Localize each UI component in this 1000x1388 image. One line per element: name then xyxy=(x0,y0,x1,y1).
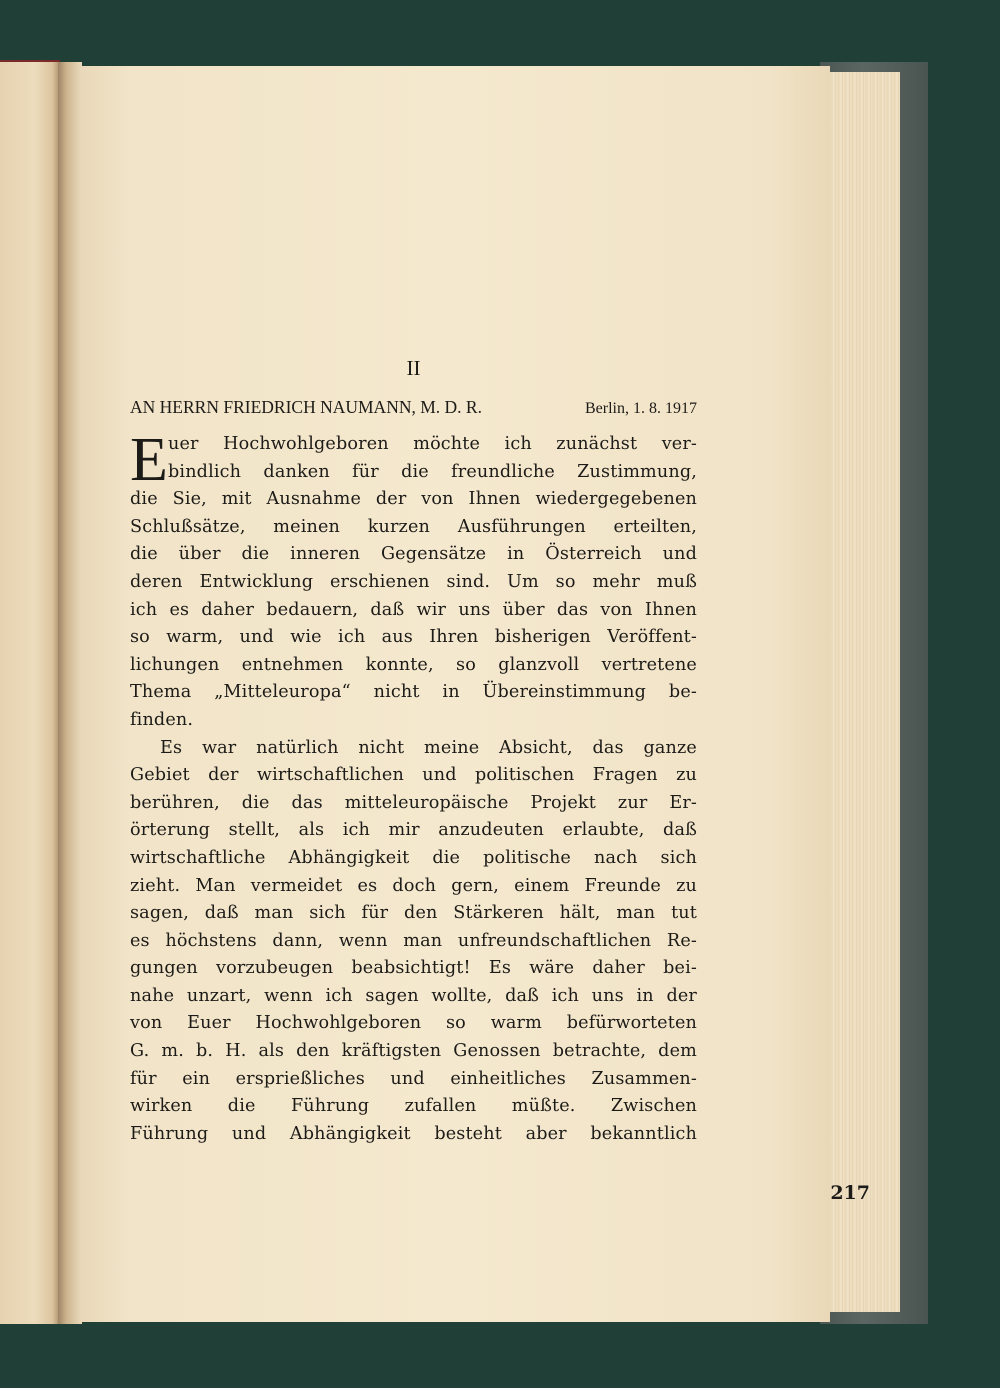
text-line: gungen vorzubeugen beabsichtigt! Es wäre daher bei- xyxy=(130,958,697,979)
text-line: Gebiet der wirtschaftlichen und politischen Fragen zu xyxy=(130,765,697,786)
text-line: lichungen entnehmen konnte, so glanzvoll vertretene xyxy=(130,654,697,675)
text-line: ich es daher bedauern, daß wir uns über das von Ihnen xyxy=(130,599,697,620)
text-line: nahe unzart, wenn ich sagen wollte, daß ich uns in der xyxy=(130,985,697,1006)
text-line: sagen, daß man sich für den Stärkeren hält, man tut xyxy=(130,903,697,924)
text-line: bindlich danken für die freundliche Zustimmung, xyxy=(168,461,697,482)
text-line: Es war natürlich nicht meine Absicht, das ganze xyxy=(160,737,697,758)
text-line: finden. xyxy=(130,709,194,730)
text-line: die Sie, mit Ausnahme der von Ihnen wiedergegebenen xyxy=(130,489,697,510)
letter-place-date: Berlin, 1. 8. 1917 xyxy=(585,400,697,417)
text-line: Führung und Abhängigkeit besteht aber bekanntlich xyxy=(130,1123,697,1144)
text-line: wirken die Führung zufallen müßte. Zwischen xyxy=(130,1096,697,1117)
drop-cap: E xyxy=(130,426,169,494)
text-line: G. m. b. H. als den kräftigsten Genossen betrachte, dem xyxy=(130,1041,697,1062)
page-edges xyxy=(822,72,900,1312)
text-line: berühren, die das mitteleuropäische Projekt zur Er- xyxy=(130,792,697,813)
text-line: deren Entwicklung erschienen sind. Um so mehr muß xyxy=(130,571,697,592)
text-line: zieht. Man vermeidet es doch gern, einem Freunde zu xyxy=(130,875,697,896)
text-line: örterung stellt, als ich mir anzudeuten erlaubte, daß xyxy=(130,820,697,841)
text-line: für ein ersprießliches und einheitliches Zusammen- xyxy=(130,1068,697,1089)
text-line: wirtschaftliche Abhängigkeit die politische nach sich xyxy=(130,847,697,868)
text-line: Schlußsätze, meinen kurzen Ausführungen erteilten, xyxy=(130,516,697,537)
book-gutter xyxy=(58,62,82,1324)
previous-page-edge xyxy=(0,62,58,1324)
letter-body xyxy=(130,426,697,1148)
chapter-number: II xyxy=(406,356,421,380)
text-line: die über die inneren Gegensätze in Österreich und xyxy=(130,544,697,565)
text-line: von Euer Hochwohlgeboren so warm befürworteten xyxy=(130,1013,697,1034)
page-number: 217 xyxy=(830,1182,870,1204)
letter-heading xyxy=(130,395,697,421)
opening-paragraph-start xyxy=(130,426,697,494)
letter-text-block xyxy=(130,355,697,1148)
text-line: uer Hochwohlgeboren möchte ich zunächst ver- xyxy=(168,434,697,454)
text-line: so warm, und wie ich aus Ihren bisherigen Veröffent- xyxy=(130,627,697,648)
text-line: es höchstens dann, wenn man unfreundschaftlichen Re- xyxy=(130,930,697,951)
letter-recipient: AN HERRN FRIEDRICH NAUMANN, M. D. R. xyxy=(130,397,482,417)
text-line: Thema „Mitteleuropa“ nicht in Übereinstimmung be- xyxy=(130,682,697,703)
